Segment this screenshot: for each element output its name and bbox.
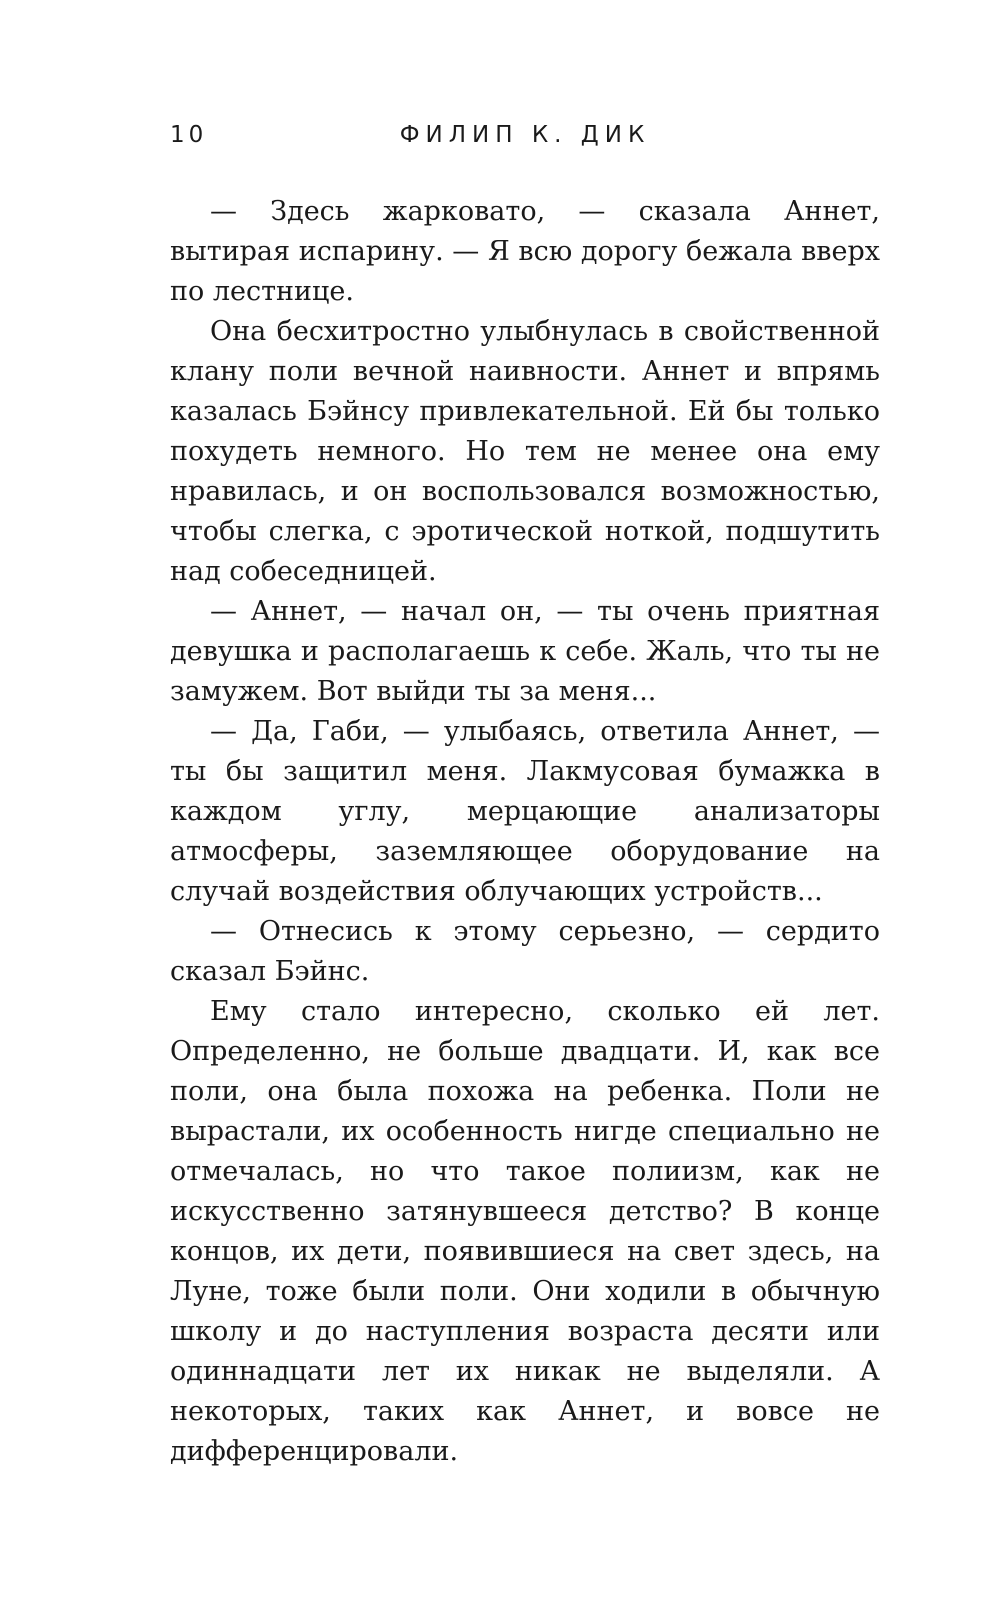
paragraph: — Аннет, — начал он, — ты очень приятная девушка и располагаешь к себе. Жаль, что ты не замужем. Вот выйди ты за меня... <box>170 596 880 707</box>
page-number: 10 <box>170 122 208 148</box>
paragraph: — Да, Габи, — улыбаясь, ответила Аннет, — ты бы защитил меня. Лакмусовая бумажка в каждом углу, мерцающие анализаторы атмосферы, заземляющее оборудование на случай воздействия облучающих устройств... <box>170 716 880 907</box>
paragraph: Она бесхитростно улыбнулась в свойственной клану поли вечной наивности. Аннет и впрямь казалась Бэйнсу привлекательной. Ей бы только похудеть немного. Но тем не менее она ему нравилась, и он воспользовался возможностью, чтобы слегка, с эротической ноткой, подшутить над собеседницей. <box>170 316 880 587</box>
running-title: ФИЛИП К. ДИК <box>399 122 651 148</box>
paragraph: Ему стало интересно, сколько ей лет. Определенно, не больше двадцати. И, как все поли, она была похожа на ребенка. Поли не вырастали, их особенность нигде специально не отмечалась, но что такое полиизм, как не искусственно затянувшееся детство? В конце концов, их дети, появившиеся на свет здесь, на Луне, тоже были поли. Они ходили в обычную школу и до наступления возраста десяти или одиннадцати лет их никак не выделяли. А некоторых, таких как Аннет, и вовсе не дифференцировали. <box>170 996 880 1467</box>
paragraph: — Здесь жарковато, — сказала Аннет, вытирая испарину. — Я всю дорогу бежала вверх по лестнице. <box>170 196 880 307</box>
running-head <box>170 122 880 162</box>
paragraph: — Отнесись к этому серьезно, — сердито сказал Бэйнс. <box>170 916 880 987</box>
body-text <box>170 192 880 1472</box>
